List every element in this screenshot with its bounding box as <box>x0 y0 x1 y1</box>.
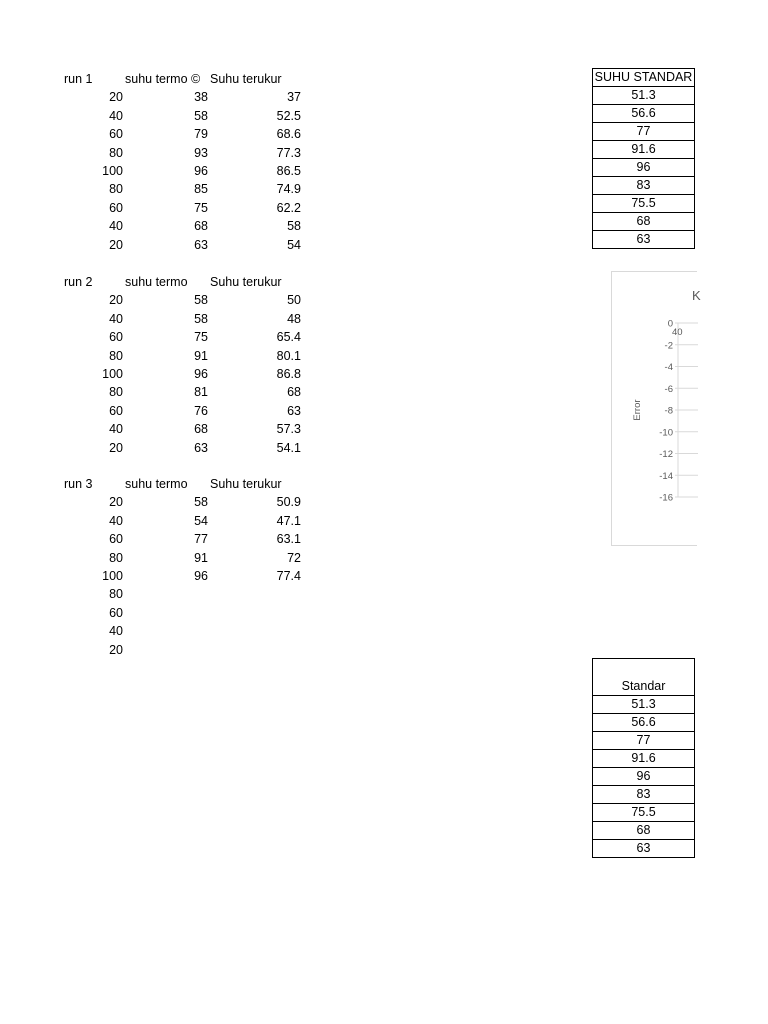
suhu-terukur-cell: 63 <box>287 403 301 418</box>
table-row <box>593 822 695 840</box>
suhu-terukur-cell: 68.6 <box>276 127 301 142</box>
suhu-termo-cell: 96 <box>194 569 208 583</box>
suhu-termo-cell: 91 <box>194 348 208 363</box>
suhu-terukur-cell: 47.1 <box>276 513 301 528</box>
suhu-termo-cell: 63 <box>194 440 208 455</box>
run-label: run 1 <box>64 72 93 86</box>
suhu-termo-cell: 58 <box>194 311 208 326</box>
suhu-termo-cell: 96 <box>194 367 208 381</box>
standar-table <box>592 658 695 858</box>
suhu-terukur-cell: 54.1 <box>276 440 301 455</box>
suhu-termo-cell: 58 <box>194 293 208 308</box>
suhu-termo-cell: 96 <box>194 164 208 178</box>
error-chart <box>611 271 701 546</box>
setpoint-cell: 20 <box>109 642 123 657</box>
suhu-termo-cell: 68 <box>194 219 208 234</box>
suhu-termo-cell: 38 <box>194 90 208 105</box>
standard-value-cell: 63 <box>593 840 695 858</box>
suhu-terukur-cell: 52.5 <box>276 108 301 123</box>
table-row <box>593 159 695 177</box>
suhu-terukur-cell: 80.1 <box>276 348 301 363</box>
suhu-termo-cell: 91 <box>194 550 208 565</box>
setpoint-cell: 60 <box>109 127 123 142</box>
standard-value-cell: 91.6 <box>593 750 695 768</box>
standard-value-cell: 83 <box>593 786 695 804</box>
setpoint-cell: 40 <box>109 624 123 639</box>
suhu-terukur-cell: 50 <box>287 293 301 308</box>
standard-value-cell: 96 <box>593 768 695 786</box>
y-tick-label: -4 <box>664 362 673 373</box>
suhu-terukur-cell: 65.4 <box>276 330 301 345</box>
standard-value-cell: 75.5 <box>593 195 695 213</box>
setpoint-cell: 60 <box>109 403 123 418</box>
run-label: run 3 <box>64 477 93 491</box>
col-header-suhu-terukur: Suhu terukur <box>210 72 282 86</box>
suhu-terukur-cell: 37 <box>287 90 301 105</box>
chart-title: K <box>692 288 701 303</box>
suhu-termo-cell: 68 <box>194 422 208 437</box>
standard-value-cell: 96 <box>593 159 695 177</box>
setpoint-cell: 60 <box>109 605 123 620</box>
standard-value-cell: 83 <box>593 177 695 195</box>
suhu-terukur-cell: 86.8 <box>276 367 301 381</box>
table-row <box>593 714 695 732</box>
table-row <box>593 732 695 750</box>
table-row <box>593 768 695 786</box>
standard-value-cell: 56.6 <box>593 105 695 123</box>
standard-value-cell: 75.5 <box>593 804 695 822</box>
suhu-termo-cell: 77 <box>194 532 208 547</box>
y-tick-label: -14 <box>659 470 673 482</box>
y-tick-label: 0 <box>667 318 673 330</box>
suhu-terukur-cell: 62.2 <box>276 200 301 215</box>
setpoint-cell: 80 <box>109 348 123 363</box>
suhu-terukur-cell: 54 <box>287 237 301 252</box>
suhu-terukur-cell: 50.9 <box>276 495 301 510</box>
setpoint-cell: 80 <box>109 385 123 400</box>
setpoint-cell: 60 <box>109 200 123 215</box>
standard-value-cell: 51.3 <box>593 87 695 105</box>
y-tick-label: -6 <box>664 383 673 395</box>
standard-value-cell: 51.3 <box>593 696 695 714</box>
table-row <box>593 195 695 213</box>
suhu-terukur-cell: 57.3 <box>276 422 301 437</box>
suhu-termo-cell: 79 <box>194 127 208 142</box>
suhu-termo-cell: 75 <box>194 330 208 345</box>
x-tick-label: 40 <box>672 327 683 338</box>
setpoint-cell: 60 <box>109 330 123 345</box>
standar-header: Standar <box>593 659 695 696</box>
table-row <box>593 750 695 768</box>
suhu-termo-cell: 63 <box>194 237 208 252</box>
table-row <box>593 840 695 858</box>
suhu-termo-cell: 85 <box>194 182 208 197</box>
suhu-terukur-cell: 68 <box>287 385 301 400</box>
setpoint-cell: 80 <box>109 587 123 602</box>
standard-value-cell: 56.6 <box>593 714 695 732</box>
y-tick-label: -16 <box>659 492 673 504</box>
suhu-terukur-cell: 74.9 <box>276 182 301 197</box>
col-header-suhu-termo: suhu termo © <box>125 72 201 86</box>
col-header-suhu-terukur: Suhu terukur <box>210 477 282 491</box>
table-row <box>593 213 695 231</box>
y-tick-label: -10 <box>659 427 673 439</box>
setpoint-cell: 20 <box>109 440 123 455</box>
suhu-terukur-cell: 63.1 <box>276 532 301 547</box>
col-header-suhu-terukur: Suhu terukur <box>210 275 282 289</box>
suhu-terukur-cell: 72 <box>287 550 301 565</box>
suhu-termo-cell: 81 <box>194 385 208 400</box>
suhu-termo-cell: 54 <box>194 513 208 528</box>
setpoint-cell: 40 <box>109 422 123 437</box>
table-row <box>593 696 695 714</box>
suhu-terukur-cell: 77.3 <box>276 145 301 160</box>
standard-value-cell: 91.6 <box>593 141 695 159</box>
suhu-termo-cell: 76 <box>194 403 208 418</box>
table-row <box>593 804 695 822</box>
y-tick-label: -8 <box>664 405 673 417</box>
standard-value-cell: 68 <box>593 822 695 840</box>
run-label: run 2 <box>64 275 93 289</box>
suhu-standar-table <box>592 68 695 249</box>
table-row <box>593 786 695 804</box>
suhu-termo-cell: 75 <box>194 200 208 215</box>
setpoint-cell: 20 <box>109 90 123 105</box>
standard-value-cell: 63 <box>593 231 695 249</box>
setpoint-cell: 40 <box>109 513 123 528</box>
setpoint-cell: 80 <box>109 182 123 197</box>
setpoint-cell: 40 <box>109 108 123 123</box>
table-row <box>593 123 695 141</box>
setpoint-cell: 40 <box>109 219 123 234</box>
y-tick-label: -2 <box>664 340 673 352</box>
y-tick-label: -12 <box>659 449 673 460</box>
setpoint-cell: 40 <box>109 311 123 326</box>
setpoint-cell: 100 <box>102 569 123 583</box>
suhu-terukur-cell: 77.4 <box>276 569 301 583</box>
standard-value-cell: 68 <box>593 213 695 231</box>
setpoint-cell: 60 <box>109 532 123 547</box>
table-row <box>593 87 695 105</box>
suhu-terukur-cell: 48 <box>287 311 301 326</box>
col-header-suhu-termo: suhu termo <box>125 477 188 491</box>
col-header-suhu-termo: suhu termo <box>125 275 188 289</box>
setpoint-cell: 80 <box>109 145 123 160</box>
y-axis-label: Error <box>632 399 643 421</box>
table-row <box>593 105 695 123</box>
setpoint-cell: 20 <box>109 293 123 308</box>
setpoint-cell: 100 <box>102 367 123 381</box>
standard-value-cell: 77 <box>593 123 695 141</box>
error-chart-svg <box>612 272 701 545</box>
suhu-standar-header: SUHU STANDAR <box>593 69 695 87</box>
standard-value-cell: 77 <box>593 732 695 750</box>
suhu-terukur-cell: 86.5 <box>276 164 301 178</box>
table-row <box>593 141 695 159</box>
setpoint-cell: 100 <box>102 164 123 178</box>
suhu-termo-cell: 58 <box>194 495 208 510</box>
table-row <box>593 177 695 195</box>
table-row <box>593 231 695 249</box>
suhu-terukur-cell: 58 <box>287 219 301 234</box>
setpoint-cell: 80 <box>109 550 123 565</box>
setpoint-cell: 20 <box>109 237 123 252</box>
suhu-termo-cell: 93 <box>194 145 208 160</box>
setpoint-cell: 20 <box>109 495 123 510</box>
suhu-termo-cell: 58 <box>194 108 208 123</box>
